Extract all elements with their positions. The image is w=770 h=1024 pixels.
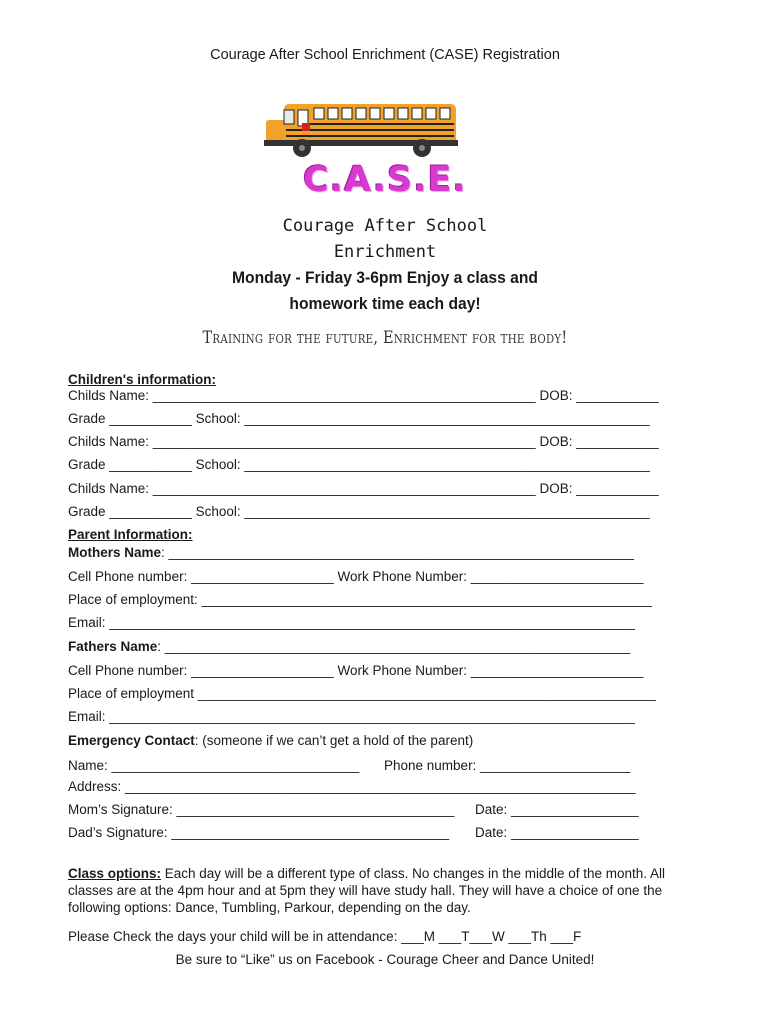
emergency-note: : (someone if we can’t get a hold of the parent) [194, 733, 474, 748]
parent-heading: Parent Information: [68, 527, 193, 542]
mom-date-line[interactable]: Date: _________________ [475, 802, 639, 817]
child-2-name-line[interactable]: Childs Name: ___________________________________________________ DOB: ___________ [68, 434, 659, 449]
emergency-name-line[interactable]: Name: _________________________________ [68, 758, 360, 773]
mother-employment-line[interactable]: Place of employment: ____________________________________________________________ [68, 592, 653, 607]
attendance-line[interactable]: Please Check the days your child will be in attendance: ___M ___T___W ___Th ___F [68, 929, 582, 944]
class-options-paragraph [68, 865, 696, 916]
child-3-name-line[interactable]: Childs Name: ___________________________________________________ DOB: ___________ [68, 481, 659, 496]
father-email-line[interactable]: Email: ______________________________________________________________________ [68, 709, 635, 724]
child-1-name-line[interactable]: Childs Name: ___________________________________________________ DOB: ___________ [68, 388, 659, 403]
subtitle-line-1: Courage After School [282, 216, 488, 236]
child-3-grade-line[interactable]: Grade ___________ School: ______________________________________________________ [68, 504, 650, 519]
class-options-label: Class options: [68, 866, 162, 881]
facebook-note: Be sure to “Like” us on Facebook - Courage Cheer and Dance United! [175, 952, 595, 967]
mothers-name-line[interactable] [68, 545, 634, 560]
dad-signature-line[interactable]: Dad’s Signature: _____________________________________ [68, 825, 450, 840]
father-phone-line[interactable]: Cell Phone number: ___________________ Work Phone Number: _______________________ [68, 663, 644, 678]
children-heading: Children's information: [68, 372, 216, 387]
emergency-heading [68, 733, 473, 748]
emergency-address-line[interactable]: Address: ____________________________________________________________________ [68, 779, 636, 794]
page-title: Courage After School Enrichment (CASE) Registration [210, 47, 560, 63]
mom-signature-line[interactable]: Mom’s Signature: _____________________________________ [68, 802, 455, 817]
child-2-grade-line[interactable]: Grade ___________ School: ______________________________________________________ [68, 457, 650, 472]
mothers-name-label: Mothers Name [68, 545, 162, 560]
schedule-line-2: homework time each day! [289, 294, 481, 313]
fathers-name-blank[interactable]: : ______________________________________________________________ [157, 639, 631, 654]
schedule-line-1: Monday - Friday 3-6pm Enjoy a class and [232, 268, 538, 287]
emergency-label: Emergency Contact [68, 733, 195, 748]
father-employment-line[interactable]: Place of employment _____________________________________________________________ [68, 686, 656, 701]
mother-email-line[interactable]: Email: ______________________________________________________________________ [68, 615, 635, 630]
child-1-grade-line[interactable]: Grade ___________ School: ______________________________________________________ [68, 411, 650, 426]
subtitle-line-2: Enrichment [333, 242, 437, 262]
fathers-name-label: Fathers Name [68, 639, 158, 654]
dad-date-line[interactable]: Date: _________________ [475, 825, 639, 840]
class-options-text: Each day will be a different type of class. No changes in the middle of the month. All classes are at the 4pm hour and at 5pm they will have study hall. They will have a choice of one the following options: Dance, Tumbling, Parkour, depending on the day. [68, 866, 666, 915]
motto: Training for the future, Enrichment for the body! [202, 328, 568, 348]
fathers-name-line[interactable] [68, 639, 630, 654]
mother-phone-line[interactable]: Cell Phone number: ___________________ Work Phone Number: _______________________ [68, 569, 644, 584]
emergency-phone-line[interactable]: Phone number: ____________________ [384, 758, 631, 773]
mothers-name-blank[interactable]: : ______________________________________________________________ [161, 545, 635, 560]
school-bus-icon [262, 100, 460, 158]
case-logo: C.A.S.E. [303, 160, 467, 200]
